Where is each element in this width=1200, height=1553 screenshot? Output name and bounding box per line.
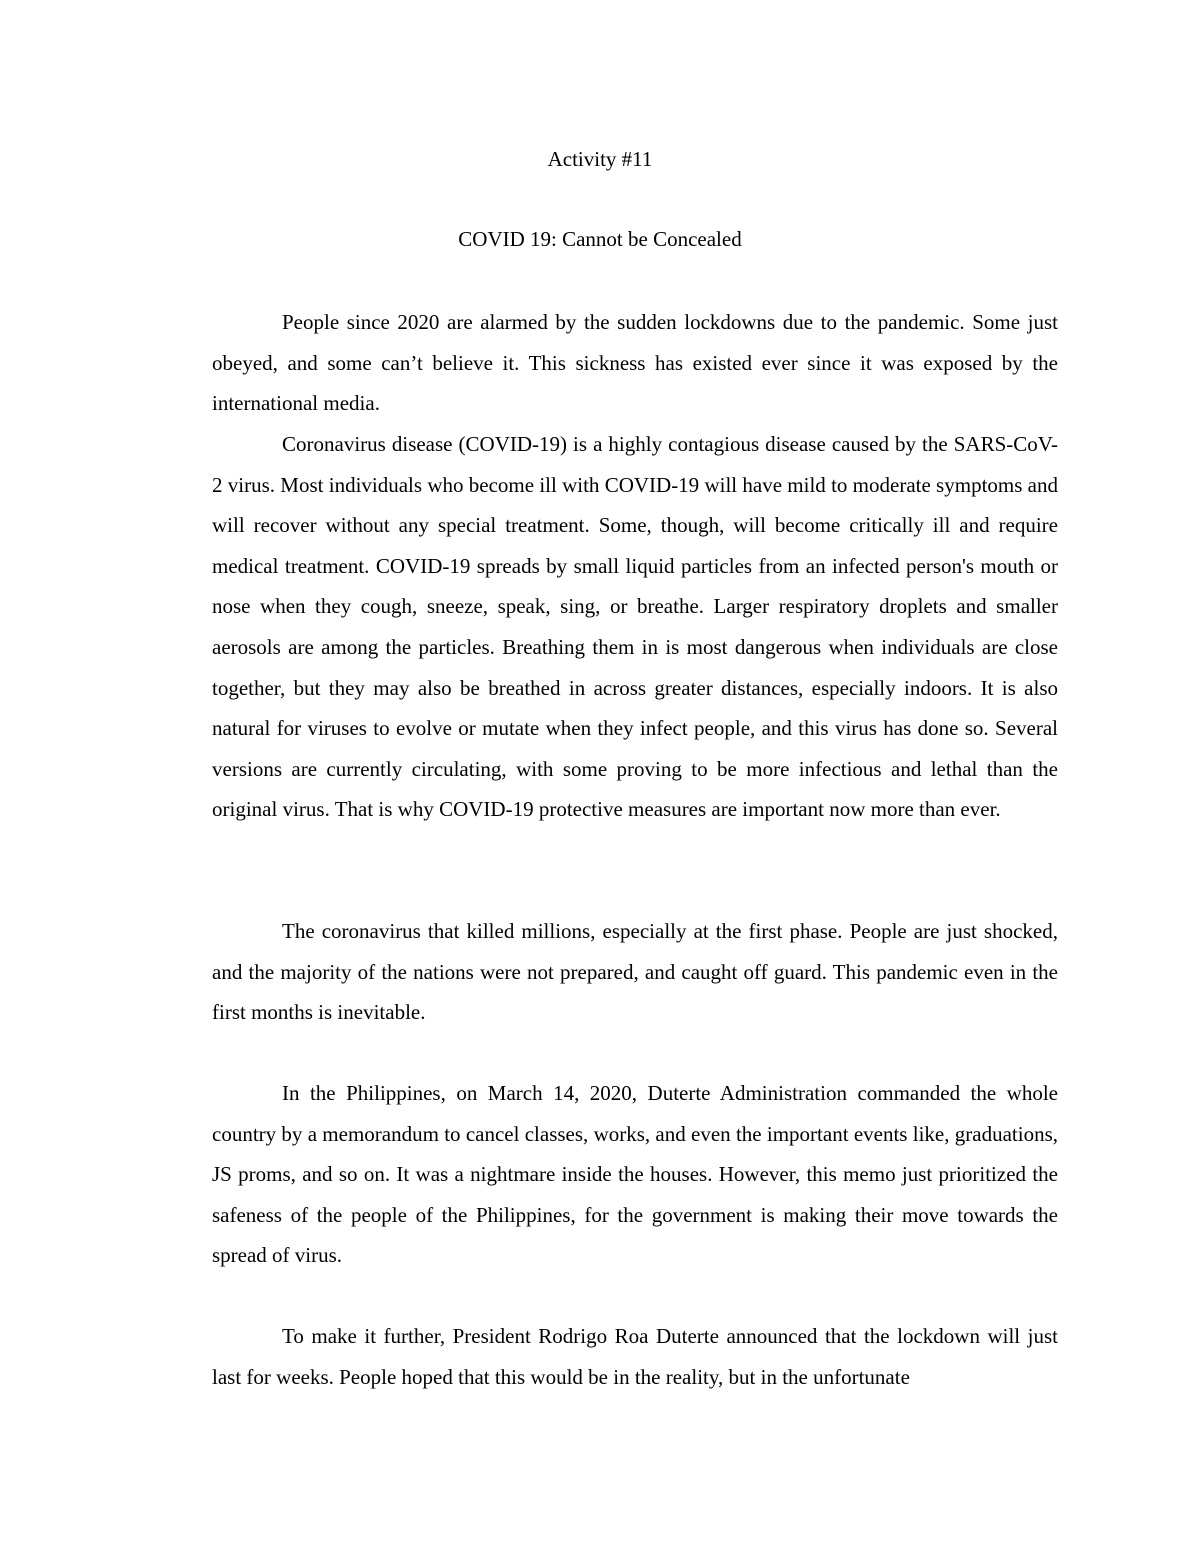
paragraph-intro: People since 2020 are alarmed by the sudden lockdowns due to the pandemic. Some just obeyed, and some can’t believe it. This sickness has existed ever since it was exposed by the international media. <box>212 310 1058 416</box>
paragraph-coronavirus-disease: Coronavirus disease (COVID-19) is a highly contagious disease caused by the SARS-CoV-2 virus. Most individuals who become ill with COVID-19 will have mild to moderate symptoms and will recover without any special treatment. Some, though, will become critically ill and require medical treatment. COVID-19 spreads by small liquid particles from an infected person's mouth or nose when they cough, sneeze, speak, sing, or breathe. Larger respiratory droplets and smaller aerosols are among the particles. Breathing them in is most dangerous when individuals are close together, but they may also be breathed in across greater distances, especially indoors. It is also natural for viruses to evolve or mutate when they infect people, and this virus has done so. Several versions are currently circulating, with some proving to be more infectious and lethal than the original virus. That is why COVID-19 protective measures are important now more than ever. <box>212 432 1058 822</box>
paragraph-first-phase: The coronavirus that killed millions, especially at the first phase. People are just shocked, and the majority of the nations were not prepared, and caught off guard. This pandemic even in the first months is inevitable. <box>212 919 1058 1025</box>
essay-title: COVID 19: Cannot be Concealed <box>458 227 742 251</box>
activity-title: Activity #11 <box>547 147 653 171</box>
paragraph-lockdown-announcement: To make it further, President Rodrigo Roa Duterte announced that the lockdown will just last for weeks. People hoped that this would be in the reality, but in the unfortunate <box>212 1324 1058 1389</box>
paragraph-philippines: In the Philippines, on March 14, 2020, Duterte Administration commanded the whole country by a memorandum to cancel classes, works, and even the important events like, graduations, JS proms, and so on. It was a nightmare inside the houses. However, this memo just prioritized the safeness of the people of the Philippines, for the government is making their move towards the spread of virus. <box>212 1081 1058 1268</box>
